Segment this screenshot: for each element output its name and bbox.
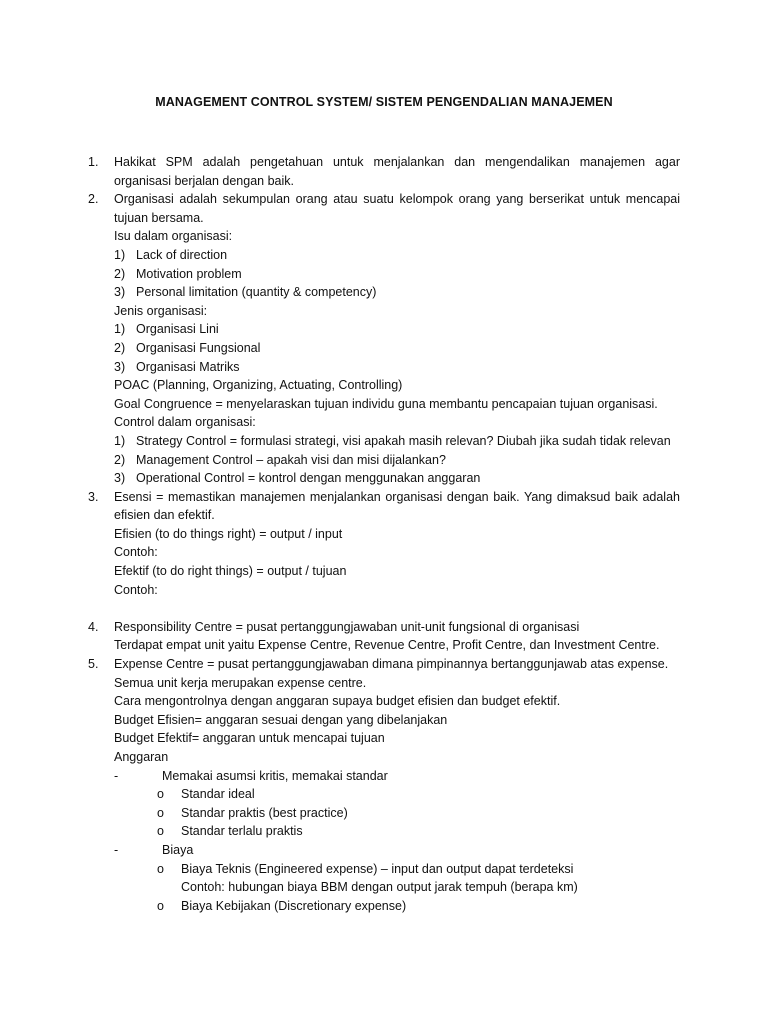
list-item-2 bbox=[88, 190, 680, 488]
item-number: 4. bbox=[88, 619, 99, 634]
isu-number: 1) bbox=[114, 247, 126, 262]
item-text: Organisasi adalah sekumpulan orang atau suatu kelompok orang yang berserikat untuk mencapai tujuan bersama. bbox=[114, 192, 680, 225]
list-item-1 bbox=[88, 153, 680, 190]
jenis-number: 2) bbox=[114, 340, 126, 355]
item-text-continued: Semua unit kerja merupakan expense centre. bbox=[114, 675, 367, 690]
jenis-item bbox=[114, 358, 680, 377]
bullet-item bbox=[114, 785, 680, 804]
control-number: 2) bbox=[114, 452, 126, 467]
efisien-line: Efisien (to do things right) = output / input bbox=[114, 526, 343, 541]
jenis-text: Organisasi Fungsional bbox=[136, 340, 261, 355]
dash-text: Memakai asumsi kritis, memakai standar bbox=[162, 768, 388, 783]
control-text: Operational Control = kontrol dengan menggunakan anggaran bbox=[136, 471, 481, 486]
control-heading: Control dalam organisasi: bbox=[114, 415, 256, 430]
jenis-text: Organisasi Matriks bbox=[136, 359, 240, 374]
isu-number: 3) bbox=[114, 285, 126, 300]
isu-text: Motivation problem bbox=[136, 266, 242, 281]
budget-efektif-line: Budget Efektif= anggaran untuk mencapai tujuan bbox=[114, 731, 385, 746]
bullet-mark: o bbox=[157, 861, 164, 876]
bullet-mark: o bbox=[157, 824, 164, 839]
bullet-item bbox=[114, 860, 680, 879]
bullet-mark: o bbox=[157, 787, 164, 802]
bullet-item bbox=[114, 804, 680, 823]
isu-text: Personal limitation (quantity & competency) bbox=[136, 285, 377, 300]
item-text-continued: Cara mengontrolnya dengan anggaran supaya budget efisien dan budget efektif. bbox=[114, 694, 561, 709]
isu-number: 2) bbox=[114, 266, 126, 281]
dash-item bbox=[114, 841, 680, 860]
item-number: 2. bbox=[88, 192, 99, 207]
list-item-4 bbox=[88, 618, 680, 655]
control-text: Strategy Control = formulasi strategi, visi apakah masih relevan? Diubah jika sudah tidak relevan bbox=[136, 433, 671, 448]
item-text: Hakikat SPM adalah pengetahuan untuk menjalankan dan mengendalikan manajemen agar organisasi berjalan dengan baik. bbox=[114, 155, 680, 188]
dash-mark: - bbox=[114, 842, 119, 857]
bullet-item bbox=[114, 897, 680, 916]
item-text: Esensi = memastikan manajemen menjalankan organisasi dengan baik. Yang dimaksud baik adalah efisien dan efektif. bbox=[114, 489, 680, 523]
bullet-item bbox=[114, 822, 680, 841]
list-item-5 bbox=[88, 655, 680, 915]
bullet-example: Contoh: hubungan biaya BBM dengan output jarak tempuh (berapa km) bbox=[181, 880, 578, 895]
bullet-text: Biaya Teknis (Engineered expense) – input dan output dapat terdeteksi bbox=[181, 861, 574, 876]
efektif-line: Efektif (to do right things) = output / tujuan bbox=[114, 564, 347, 579]
dash-item bbox=[114, 767, 680, 786]
isu-item bbox=[114, 246, 680, 265]
isu-item bbox=[114, 265, 680, 284]
anggaran-heading: Anggaran bbox=[114, 750, 169, 764]
isu-text: Lack of direction bbox=[136, 247, 228, 262]
control-text: Management Control – apakah visi dan misi dijalankan? bbox=[136, 452, 446, 467]
blank-line bbox=[88, 599, 680, 618]
jenis-text: Organisasi Lini bbox=[136, 322, 219, 337]
goal-congruence-line: Goal Congruence = menyelaraskan tujuan individu guna membantu pencapaian tujuan organisasi. bbox=[114, 396, 658, 411]
jenis-number: 1) bbox=[114, 322, 126, 337]
jenis-number: 3) bbox=[114, 359, 126, 374]
dash-text: Biaya bbox=[162, 842, 194, 857]
isu-item bbox=[114, 283, 680, 302]
jenis-heading: Jenis organisasi: bbox=[114, 303, 208, 318]
control-number: 3) bbox=[114, 471, 126, 486]
page-title: MANAGEMENT CONTROL SYSTEM/ SISTEM PENGENDALIAN MANAJEMEN bbox=[155, 95, 613, 109]
budget-efisien-line: Budget Efisien= anggaran sesuai dengan yang dibelanjakan bbox=[114, 712, 448, 727]
bullet-text: Standar praktis (best practice) bbox=[181, 805, 348, 820]
item-text: Expense Centre = pusat pertanggungjawaban dimana pimpinannya bertanggunjawab atas expense. bbox=[114, 657, 669, 672]
bullet-text: Standar ideal bbox=[181, 787, 255, 802]
item-text: Responsibility Centre = pusat pertanggungjawaban unit-unit fungsional di organisasi bbox=[114, 619, 580, 634]
isu-heading: Isu dalam organisasi: bbox=[114, 229, 233, 244]
control-item bbox=[114, 451, 680, 470]
jenis-item bbox=[114, 320, 680, 339]
document-body bbox=[88, 153, 680, 915]
item-text-continued: Terdapat empat unit yaitu Expense Centre, Revenue Centre, Profit Centre, dan Investment Centre. bbox=[114, 638, 660, 653]
dash-mark: - bbox=[114, 768, 119, 783]
bullet-text: Standar terlalu praktis bbox=[181, 824, 303, 839]
bullet-mark: o bbox=[157, 898, 164, 913]
contoh-label: Contoh: bbox=[114, 582, 158, 597]
list-item-3 bbox=[88, 488, 680, 600]
jenis-item bbox=[114, 339, 680, 358]
control-item bbox=[114, 432, 680, 451]
bullet-mark: o bbox=[157, 805, 164, 820]
bullet-text: Biaya Kebijakan (Discretionary expense) bbox=[181, 898, 407, 913]
control-number: 1) bbox=[114, 433, 126, 448]
control-item bbox=[114, 469, 680, 488]
item-number: 1. bbox=[88, 155, 99, 169]
poac-line: POAC (Planning, Organizing, Actuating, Controlling) bbox=[114, 378, 403, 393]
item-number: 5. bbox=[88, 657, 99, 672]
item-number: 3. bbox=[88, 489, 99, 504]
contoh-label: Contoh: bbox=[114, 545, 158, 560]
